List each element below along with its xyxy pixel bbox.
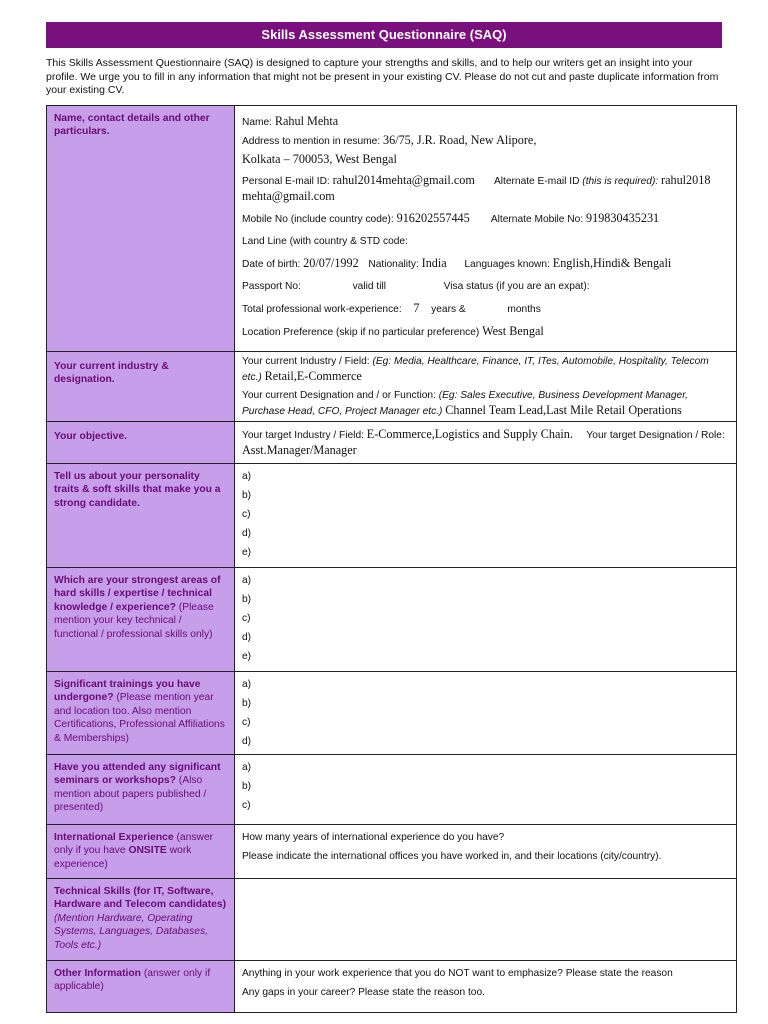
alt-email-label: Alternate E-mail ID <box>493 176 580 187</box>
label-other-text: Other Information <box>54 968 141 979</box>
personality-item[interactable]: c) <box>242 509 251 520</box>
content-personality <box>235 464 737 568</box>
designation-hint: (Eg: Sales Executive, Business Development Manager, Purchase Head, CFO, Project Manager etc.) <box>242 390 688 417</box>
label-seminars-text: Have you attended any significant seminars or workshops? <box>54 762 221 787</box>
valid-till-label: valid till <box>352 281 386 292</box>
label-industry-text: Your current industry & designation. <box>54 361 169 386</box>
label-seminars-note: (Also mention about papers published / presented) <box>54 775 207 814</box>
row-other <box>47 961 737 1013</box>
label-personality <box>47 464 235 568</box>
row-trainings <box>47 672 737 755</box>
intro-text: This Skills Assessment Questionnaire (SAQ) is designed to capture your strengths and skills, and to help our writers get an insight into your profile. We urge you to fill in any information that might not be present in your existing CV. Please do not cut and paste duplicate information from your existing CV. <box>46 57 719 96</box>
email-value[interactable]: rahul2014mehta@gmail.com <box>332 173 475 187</box>
alt-mobile-label: Alternate Mobile No: <box>490 214 584 225</box>
label-hard-skills-note: (Please mention your key technical / functional / professional skills only) <box>54 601 214 640</box>
label-technical <box>47 879 235 961</box>
trainings-item[interactable]: a) <box>242 679 252 690</box>
international-q2[interactable]: Please indicate the international offices you have worked in, and their locations (city/country). <box>242 851 662 862</box>
location-label: Location Preference (skip if no particular preference) <box>242 327 480 338</box>
label-trainings <box>47 672 235 755</box>
years-label: years & <box>431 304 466 315</box>
label-objective <box>47 422 235 464</box>
months-label: months <box>507 304 541 315</box>
seminars-item[interactable]: c) <box>242 800 251 811</box>
page-title: Skills Assessment Questionnaire (SAQ) <box>46 22 722 48</box>
label-hard-skills <box>47 568 235 672</box>
label-personality-text: Tell us about your personality traits & soft skills that make you a strong candidate. <box>54 471 221 509</box>
languages-value[interactable]: English,Hindi& Bengali <box>552 256 672 270</box>
hard-skills-item[interactable]: d) <box>242 632 252 643</box>
other-q1[interactable]: Anything in your work experience that you do NOT want to emphasize? Please state the reason <box>242 968 673 979</box>
content-other <box>235 961 737 1013</box>
nationality-value[interactable]: India <box>421 256 447 270</box>
hard-skills-item[interactable]: b) <box>242 594 252 605</box>
seminars-item[interactable]: a) <box>242 762 252 773</box>
label-personal-text: Name, contact details and other particulars. <box>54 113 210 138</box>
label-technical-note: (Mention Hardware, Operating Systems, Languages, Databases, Tools etc.) <box>54 912 208 951</box>
row-international <box>47 825 737 879</box>
label-international <box>47 825 235 879</box>
trainings-item[interactable]: b) <box>242 698 252 709</box>
mobile-value[interactable]: 916202557445 <box>396 211 470 225</box>
personality-item[interactable]: b) <box>242 490 252 501</box>
mobile-label: Mobile No (include country code): <box>242 214 394 225</box>
alt-email-value-b[interactable]: mehta@gmail.com <box>242 189 335 203</box>
experience-label: Total professional work-experience: <box>242 304 402 315</box>
label-seminars <box>47 755 235 825</box>
label-objective-text: Your objective. <box>54 431 128 442</box>
content-objective <box>235 422 737 464</box>
visa-label: Visa status (if you are an expat): <box>443 281 590 292</box>
industry-field-value[interactable]: Retail,E-Commerce <box>264 369 362 383</box>
target-designation-label: Your target Designation / Role: <box>586 430 725 441</box>
location-value[interactable]: West Bengal <box>482 324 544 338</box>
alt-email-value-a[interactable]: rahul2018 <box>661 173 711 187</box>
label-international-note-a: (answer only if you have <box>54 832 214 857</box>
content-seminars <box>235 755 737 825</box>
content-international <box>235 825 737 879</box>
nationality-label: Nationality: <box>368 259 419 270</box>
row-industry <box>47 352 737 422</box>
content-trainings <box>235 672 737 755</box>
row-technical <box>47 879 737 961</box>
personality-item[interactable]: d) <box>242 528 252 539</box>
seminars-item[interactable]: b) <box>242 781 252 792</box>
dob-value[interactable]: 20/07/1992 <box>303 256 359 270</box>
label-technical-text: Technical Skills (for IT, Software, Hardware and Telecom candidates) <box>54 886 227 911</box>
target-designation-value[interactable]: Asst.Manager/Manager <box>242 443 357 457</box>
passport-label: Passport No: <box>242 281 301 292</box>
other-q2[interactable]: Any gaps in your career? Please state the reason too. <box>242 987 485 998</box>
questionnaire-table <box>46 105 737 1013</box>
trainings-item[interactable]: d) <box>242 736 252 747</box>
international-q1[interactable]: How many years of international experience do you have? <box>242 832 505 843</box>
industry-field-hint: (Eg: Media, Healthcare, Finance, IT, ITes, Automobile, Hospitality, Telecom etc.) <box>242 356 709 383</box>
alt-mobile-value[interactable]: 919830435231 <box>586 211 660 225</box>
name-label: Name: <box>242 117 273 128</box>
row-objective <box>47 422 737 464</box>
industry-field-label: Your current Industry / Field: <box>242 356 370 367</box>
label-international-onsite: ONSITE <box>128 845 167 857</box>
content-personal <box>235 106 737 352</box>
label-trainings-note: (Please mention year and location too. Also mention Certifications, Professional Affiliations & Memberships) <box>54 692 225 744</box>
content-technical[interactable] <box>235 879 737 961</box>
hard-skills-item[interactable]: a) <box>242 575 252 586</box>
content-hard-skills <box>235 568 737 672</box>
label-personal <box>47 106 235 352</box>
email-label: Personal E-mail ID: <box>242 176 330 187</box>
row-seminars <box>47 755 737 825</box>
designation-label: Your current Designation and / or Function: <box>242 390 436 401</box>
content-industry <box>235 352 737 422</box>
label-trainings-text: Significant trainings you have undergone? <box>54 679 201 704</box>
label-international-note-b: work experience) <box>54 845 192 870</box>
row-personal <box>47 106 737 352</box>
name-value[interactable]: Rahul Mehta <box>274 114 339 128</box>
personality-item[interactable]: e) <box>242 547 252 558</box>
target-field-value[interactable]: E-Commerce,Logistics and Supply Chain. <box>366 427 573 441</box>
alt-email-note: (this is required): <box>582 176 659 187</box>
designation-value[interactable]: Channel Team Lead,Last Mile Retail Operations <box>445 403 682 417</box>
row-personality <box>47 464 737 568</box>
address-line1[interactable]: 36/75, J.R. Road, New Alipore, <box>383 133 537 147</box>
dob-label: Date of birth: <box>242 259 301 270</box>
address-line2[interactable]: Kolkata – 700053, West Bengal <box>242 152 397 166</box>
label-other-note: (answer only if applicable) <box>54 968 211 993</box>
personality-item[interactable]: a) <box>242 471 252 482</box>
label-international-text: International Experience <box>54 832 174 843</box>
label-industry <box>47 352 235 422</box>
row-hard-skills <box>47 568 737 672</box>
experience-years[interactable]: 7 <box>413 301 420 315</box>
trainings-item[interactable]: c) <box>242 717 251 728</box>
hard-skills-item[interactable]: e) <box>242 651 252 662</box>
languages-label: Languages known: <box>464 259 550 270</box>
hard-skills-item[interactable]: c) <box>242 613 251 624</box>
landline-label: Land Line (with country & STD code: <box>242 236 408 247</box>
address-label: Address to mention in resume: <box>242 136 381 147</box>
label-other <box>47 961 235 1013</box>
label-hard-skills-text: Which are your strongest areas of hard skills / expertise / technical knowledge / experience? <box>54 575 221 613</box>
target-field-label: Your target Industry / Field: <box>242 430 364 441</box>
